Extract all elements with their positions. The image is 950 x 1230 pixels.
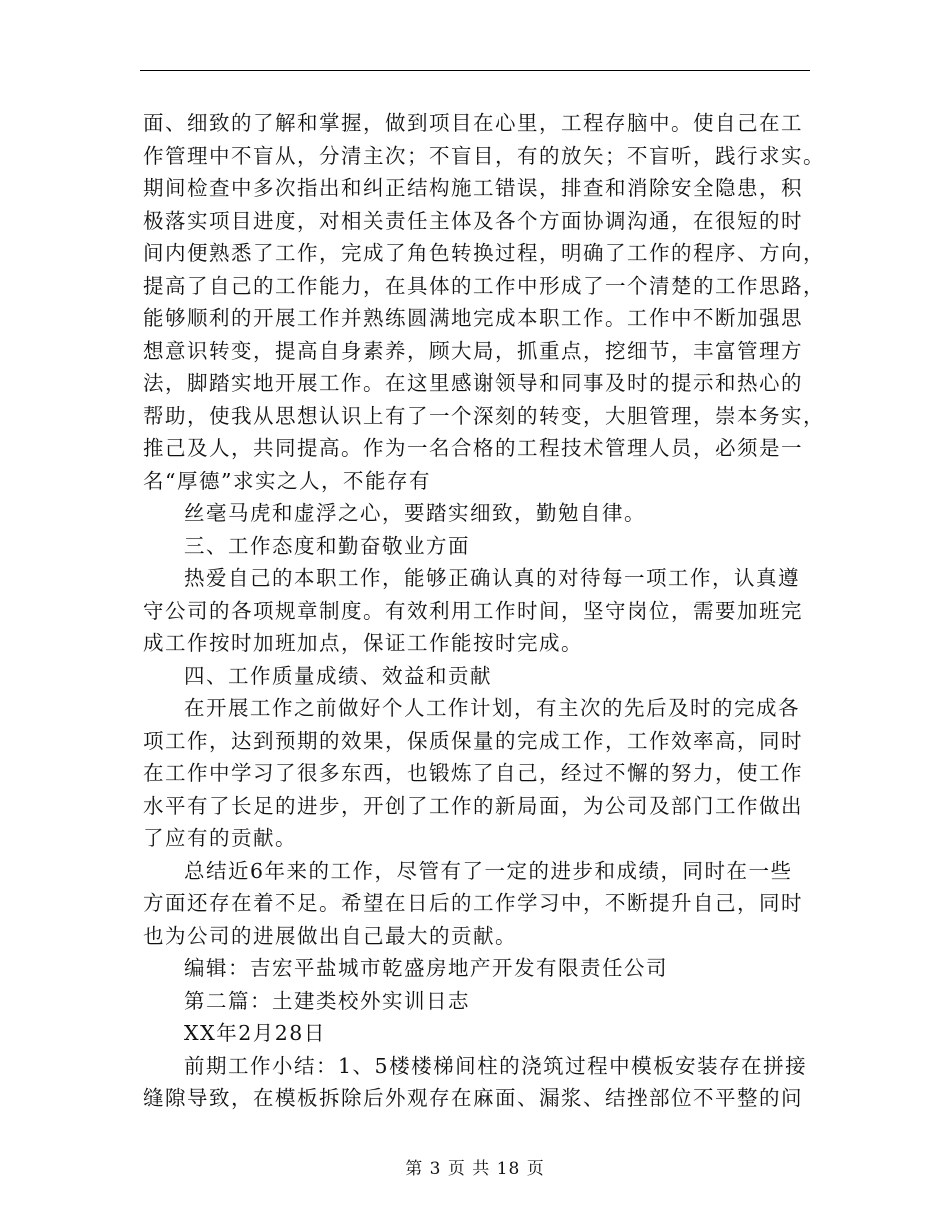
text-line: 四、工作质量成绩、效益和贡献 xyxy=(184,663,492,688)
text-line: 丝毫马虎和虚浮之心，要踏实细致，勤勉自律。 xyxy=(184,501,646,525)
text-line: 能够顺利的开展工作并熟练圆满地完成本职工作。工作中不断加强思 xyxy=(143,306,803,330)
text-line: 提高了自己的工作能力，在具体的工作中形成了一个清楚的工作思路， xyxy=(143,273,825,298)
text-line: 三、工作态度和勤奋敬业方面 xyxy=(184,533,470,558)
text-line: 帮助，使我从思想认识上有了一个深刻的转变，大胆管理，崇本务实， xyxy=(143,403,825,428)
header-rule xyxy=(140,70,810,71)
text-line: 期间检查中多次指出和纠正结构施工错误，排查和消除安全隐患，积 xyxy=(143,176,803,200)
text-line: 第二篇：土建类校外实训日志 xyxy=(184,988,470,1013)
text-line: 极落实项目进度，对相关责任主体及各个方面协调沟通，在很短的时 xyxy=(143,208,803,233)
text-line: 在开展工作之前做好个人工作计划，有主次的先后及时的完成各 xyxy=(184,696,800,720)
text-line: 间内便熟悉了工作，完成了角色转换过程，明确了工作的程序、方向， xyxy=(143,241,825,265)
text-line: 总结近6年来的工作，尽管有了一定的进步和成绩，同时在一些 xyxy=(184,858,793,883)
text-line: 守公司的各项规章制度。有效利用工作时间，坚守岗位，需要加班完 xyxy=(143,598,803,623)
text-line: 水平有了长足的进步，开创了工作的新局面，为公司及部门工作做出 xyxy=(143,793,803,818)
text-line: 面、细致的了解和掌握，做到项目在心里，工程存脑中。使自己在工 xyxy=(143,111,803,135)
text-line: 前期工作小结：1、5楼楼梯间柱的浇筑过程中模板安装存在拼接 xyxy=(184,1053,808,1078)
text-line: XX年2月28日 xyxy=(184,1021,326,1045)
text-line: 在工作中学习了很多东西，也锻炼了自己，经过不懈的努力，使工作 xyxy=(143,761,803,785)
document-body xyxy=(143,107,825,1115)
text-line: 热爱自己的本职工作，能够正确认真的对待每一项工作，认真遵 xyxy=(184,566,800,590)
text-line: 了应有的贡献。 xyxy=(143,826,297,850)
text-line: 成工作按时加班加点，保证工作能按时完成。 xyxy=(143,631,583,655)
text-line: 项工作，达到预期的效果，保质保量的完成工作，工作效率高，同时 xyxy=(143,728,803,753)
text-line: 名“厚德”求实之人，不能存有 xyxy=(143,468,431,493)
text-line: 也为公司的进展做出自己最大的贡献。 xyxy=(143,923,517,948)
text-line: 方面还存在着不足。希望在日后的工作学习中，不断提升自己，同时 xyxy=(143,891,803,915)
text-line: 缝隙导致，在模板拆除后外观存在麻面、漏浆、结挫部位不平整的问 xyxy=(143,1086,803,1110)
text-line: 作管理中不盲从，分清主次；不盲目，有的放矢；不盲听，践行求实。 xyxy=(143,143,825,168)
text-line: 推己及人，共同提高。作为一名合格的工程技术管理人员，必须是一 xyxy=(143,436,803,460)
text-line: 法，脚踏实地开展工作。在这里感谢领导和同事及时的提示和热心的 xyxy=(143,371,803,395)
text-line: 想意识转变，提高自身素养，顾大局，抓重点，挖细节，丰富管理方 xyxy=(143,338,803,363)
text-line: 编辑：吉宏平盐城市乾盛房地产开发有限责任公司 xyxy=(184,956,668,980)
page-number: 第 3 页 共 18 页 xyxy=(405,1159,545,1179)
